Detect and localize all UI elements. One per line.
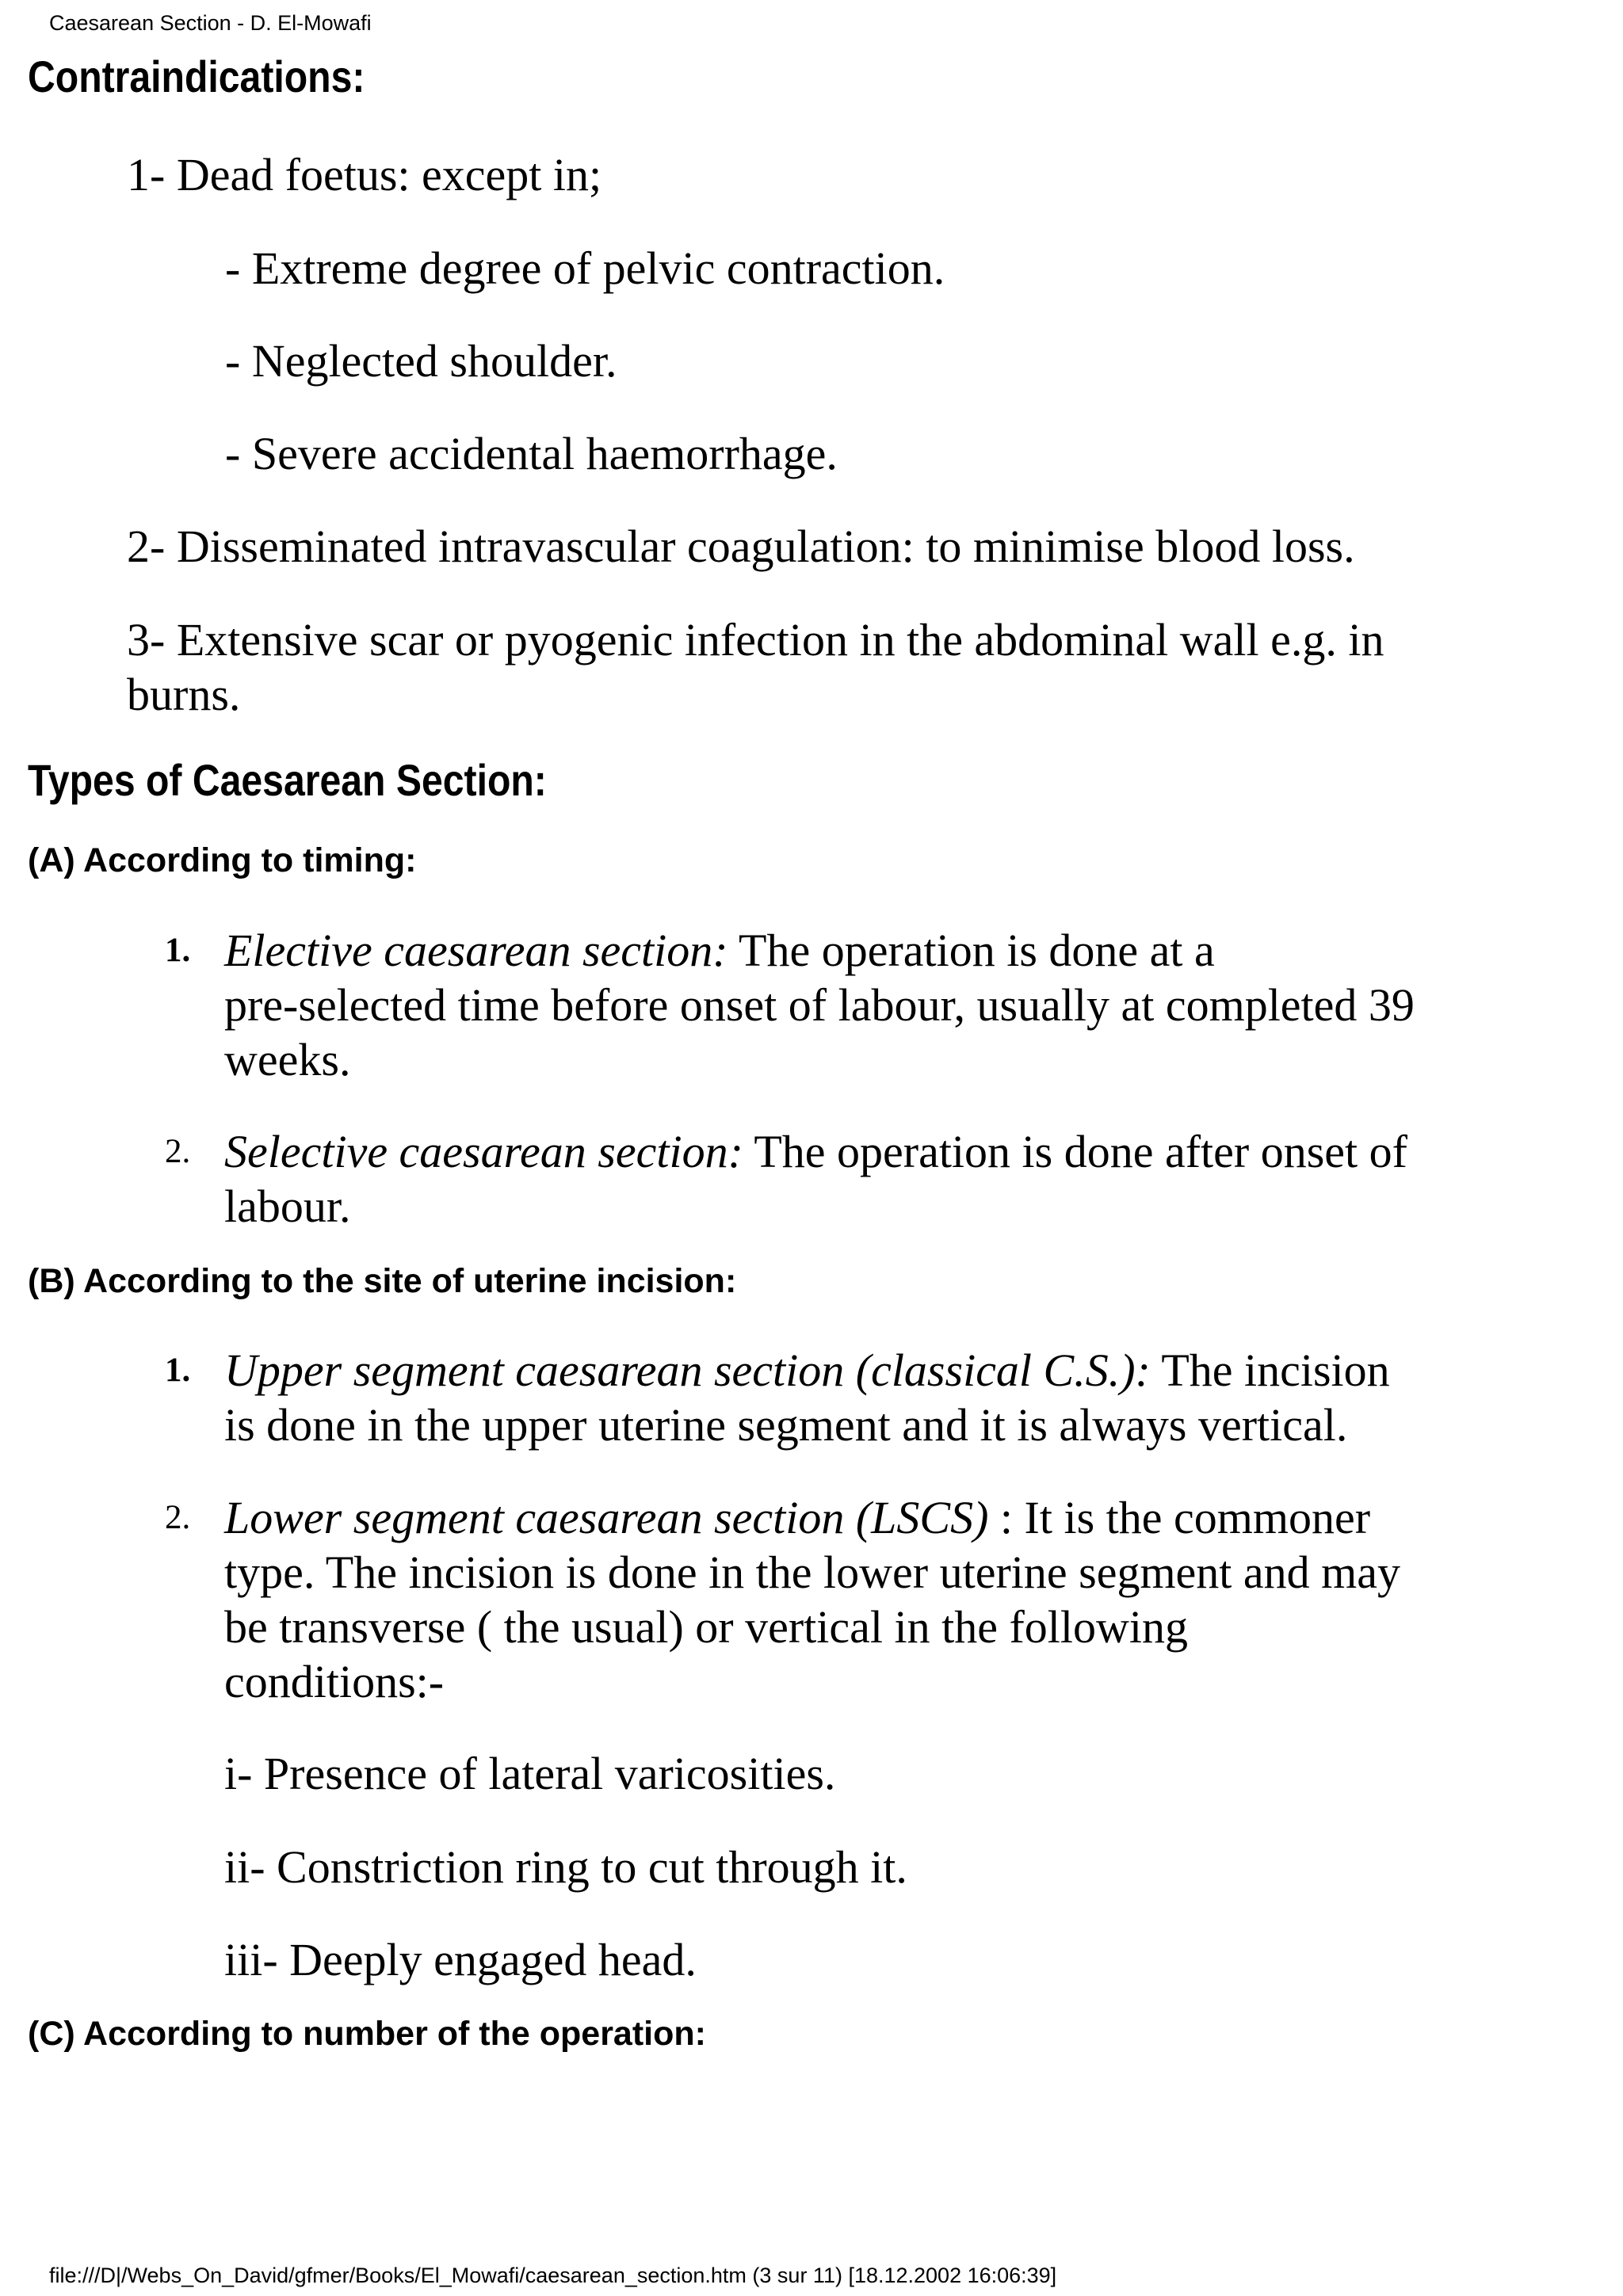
contraindication-3-line-2: burns. [127, 669, 241, 720]
term-upper-segment: Upper segment caesarean section (classical C.S.): [224, 1344, 1151, 1396]
definition-text: weeks. [224, 1034, 351, 1085]
list-number: 1. [165, 932, 191, 969]
definition-text: The incision [1150, 1344, 1390, 1396]
condition-2: ii- Constriction ring to cut through it. [224, 1841, 907, 1893]
definition-text: pre-selected time before onset of labour, usually at completed 39 [224, 979, 1415, 1031]
list-number: 1. [165, 1352, 191, 1389]
definition-text: be transverse ( the usual) or vertical in the following [224, 1601, 1188, 1653]
condition-3: iii- Deeply engaged head. [224, 1934, 697, 1985]
operation-number-heading: (C) According to number of the operation: [28, 2015, 706, 2053]
definition-text: type. The incision is done in the lower uterine segment and may [224, 1547, 1401, 1598]
incision-site-heading: (B) According to the site of uterine incision: [28, 1262, 737, 1300]
list-number: 2. [165, 1133, 191, 1170]
contraindications-heading: Contraindications: [28, 51, 365, 101]
definition-text: is done in the upper uterine segment and it is always vertical. [224, 1399, 1348, 1451]
definition-text: The operation is done at a [727, 925, 1215, 976]
term-selective: Selective caesarean section: [224, 1126, 743, 1177]
timing-heading: (A) According to timing: [28, 841, 417, 879]
running-header: Caesarean Section - D. El-Mowafi [49, 11, 372, 35]
file-path-footer: file:///D|/Webs_On_David/gfmer/Books/El_Mowafi/caesarean_section.htm (3 sur 11) [18.12.2002 16:06:39] [49, 2264, 1057, 2287]
condition-1: i- Presence of lateral varicosities. [224, 1748, 836, 1799]
types-heading: Types of Caesarean Section: [28, 755, 547, 805]
contraindication-2: 2- Disseminated intravascular coagulation: to minimise blood loss. [127, 521, 1355, 572]
list-number: 2. [165, 1499, 191, 1536]
contraindication-1-sub-3: - Severe accidental haemorrhage. [225, 428, 838, 479]
term-lower-segment: Lower segment caesarean section (LSCS) [224, 1492, 989, 1543]
contraindication-1: 1- Dead foetus: except in; [127, 149, 602, 200]
definition-text: The operation is done after onset of [743, 1126, 1407, 1177]
definition-text: labour. [224, 1180, 351, 1232]
term-elective: Elective caesarean section: [224, 925, 728, 976]
contraindication-1-sub-2: - Neglected shoulder. [225, 335, 617, 387]
contraindication-3-line-1: 3- Extensive scar or pyogenic infection in the abdominal wall e.g. in [127, 614, 1384, 666]
definition-text: conditions:- [224, 1656, 445, 1707]
definition-text: : It is the commoner [988, 1492, 1371, 1543]
contraindication-1-sub-1: - Extreme degree of pelvic contraction. [225, 242, 945, 294]
